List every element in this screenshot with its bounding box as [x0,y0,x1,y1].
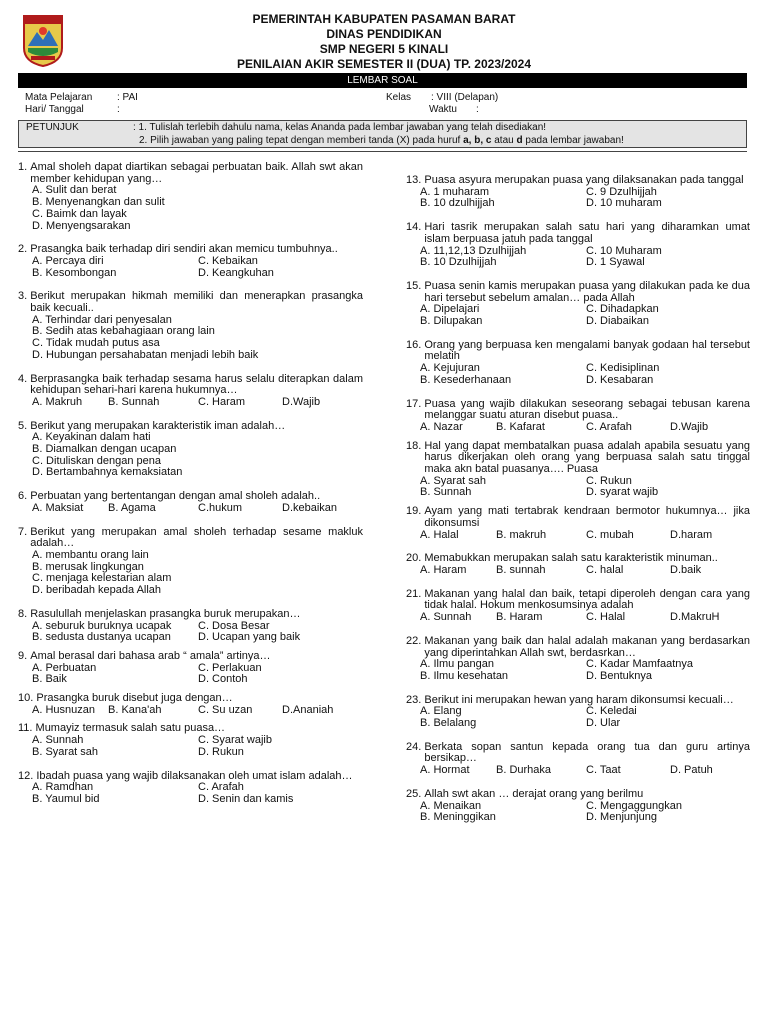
question-text: Berkata sopan santun kepada orang tua dan guru artinya bersikap… [424,740,750,765]
answer-option[interactable]: D. Bertambahnya kemaksiatan [32,466,183,479]
answer-option[interactable]: B. Durhaka [496,764,552,777]
answer-option[interactable]: C. Dihadapkan [586,303,659,316]
answer-options [18,705,363,717]
question-18 [406,441,750,500]
answer-option[interactable]: D. Contoh [198,673,248,686]
question-text: Puasa yang wajib dilakukan seseorang sebagai tebusan karena melanggar suatu aturan disebut puasa.. [424,397,750,422]
answer-option[interactable]: A. 11,12,13 Dzulhijjah [420,244,527,257]
waktu-value: : [476,104,479,115]
answer-options [406,246,750,269]
question-number: 5. [18,419,31,432]
question-text: Mumayiz termasuk salah satu puasa… [35,722,226,735]
answer-option[interactable]: C. Haram [198,395,246,408]
question-text: Prasangka buruk disebut juga dengan… [36,692,233,705]
questions-left-column [18,162,363,806]
answer-option[interactable]: D. Patuh [670,764,713,777]
answer-options [406,304,750,327]
question-21 [406,589,750,624]
question-number: 13. [406,174,425,186]
answer-option[interactable]: A. Makruh [32,395,83,408]
answer-options [406,530,750,542]
exam-header [150,12,618,72]
answer-option[interactable]: C. Dituliskan dengan pena [32,454,162,467]
answer-option[interactable]: D.Wajib [670,420,709,433]
answer-option[interactable]: C. Rukun [586,474,632,487]
question-16 [406,340,750,387]
answer-option[interactable]: A. Ilmu pangan [420,658,494,671]
answer-option[interactable]: C. Arafah [586,420,632,433]
question-text: Ayam yang mati tertabrak kendraan bermotor hukumnya… jika dikonsumsi [424,505,750,529]
question-text: Puasa asyura merupakan puasa yang dilaksanakan pada tanggal [424,174,744,186]
answer-option[interactable]: C. Kebaikan [198,254,258,267]
question-8 [18,609,363,644]
answer-options [18,735,363,758]
answer-option[interactable]: B. Haram [496,611,543,624]
pasaman-barat-logo-icon [22,14,64,68]
header-school: SMP NEGERI 5 KINALI [319,42,449,56]
answer-option[interactable]: B. sedusta dustanya ucapan [32,631,171,644]
question-number: 6. [18,490,31,503]
question-text: Berikut merupakan hikmah memiliki dan menerapkan prasangka baik kecuali.. [30,290,363,315]
answer-option[interactable]: B. Kafarat [496,420,545,433]
question-25 [406,789,750,824]
question-text: Makanan yang baik dan halal adalah makanan yang berdasarkan yang diperintahkan Allah swt, berdasrkan… [424,634,750,659]
answer-option[interactable]: A. Sunnah [32,734,84,747]
answer-option[interactable]: D. Senin dan kamis [198,792,294,805]
mapel-value: : PAI [117,92,138,103]
answer-option[interactable]: C. menjaga kelestarian alam [32,572,172,585]
question-6 [18,491,363,514]
question-number: 23. [406,693,425,706]
answer-option[interactable]: A. Dipelajari [420,303,480,316]
answer-option[interactable]: A. Elang [420,705,462,718]
answer-option[interactable]: C. Perlakuan [198,661,262,674]
answer-option[interactable]: C. Su uzan [198,703,253,716]
answer-option[interactable]: D.Wajib [282,395,321,408]
answer-option[interactable]: B. sunnah [496,563,546,576]
question-number: 1. [18,161,31,173]
answer-option[interactable]: B. 10 dzulhijjah [420,197,495,210]
answer-option[interactable]: C. Dosa Besar [198,619,270,632]
answer-option[interactable]: D. syarat wajib [586,486,659,499]
question-text: Hari tasrik merupakan salah satu hari yang diharamkan umat islam berpuasa jatuh pada tanggal [424,221,750,245]
answer-options [18,397,363,409]
question-23 [406,695,750,730]
answer-options [18,432,363,479]
question-text: Allah swt akan … derajat orang yang berilmu [424,787,644,800]
divider [18,151,747,152]
answer-option[interactable]: C. 9 Dzulhijjah [586,185,657,198]
answer-option[interactable]: D.Ananiah [282,703,334,716]
question-number: 3. [18,290,31,303]
answer-option[interactable]: C. Arafah [198,781,244,794]
answer-options [406,422,750,434]
question-number: 16. [406,338,425,351]
answer-option[interactable]: B. Menyenangkan dan sulit [32,196,165,209]
answer-options [406,476,750,499]
answer-option[interactable]: D. beribadah kepada Allah [32,584,162,597]
question-15 [406,281,750,328]
question-13 [406,175,750,210]
question-22 [406,636,750,683]
answer-option[interactable]: C. Kedisiplinan [586,362,660,375]
answer-option[interactable]: B. Dilupakan [420,315,483,328]
question-number: 7. [18,525,31,538]
question-7 [18,527,363,597]
question-text: Hal yang dapat membatalkan puasa adalah apabila sesuatu yang harus dikerjakan oleh orang yang berpuasa salah satu tinggal maka akn batal puasanya…. Puasa [424,439,750,476]
answer-option[interactable]: A. Haram [420,563,467,576]
lembar-soal-band: LEMBAR SOAL [18,73,747,88]
answer-option[interactable]: B. Kesombongan [32,266,117,279]
answer-option[interactable]: B. Baik [32,673,67,686]
question-3 [18,291,363,361]
question-number: 15. [406,279,425,292]
answer-option[interactable]: A. Husnuzan [32,703,95,716]
answer-options [18,315,363,362]
answer-option[interactable]: D.MakruH [670,611,720,624]
waktu-label: Waktu [429,104,457,115]
answer-option[interactable]: C. Syarat wajib [198,734,272,747]
answer-option[interactable]: D.haram [670,528,713,541]
answer-option[interactable]: B. Yaumul bid [32,792,100,805]
answer-option[interactable]: C. Keledai [586,705,637,718]
question-4 [18,374,363,409]
question-number: 21. [406,587,425,600]
question-number: 14. [406,221,425,234]
header-department: DINAS PENDIDIKAN [326,27,442,41]
answer-options [406,706,750,729]
question-number: 17. [406,397,425,410]
question-number: 12. [18,769,37,782]
answer-option[interactable]: B. 10 Dzulhijjah [420,256,497,269]
answer-option[interactable]: A. membantu orang lain [32,548,149,561]
hari-label: Hari/ Tanggal [25,104,84,115]
question-2 [18,244,363,279]
kelas-value: : VIII (Delapan) [431,92,499,103]
question-text: Amal berasal dari bahasa arab “ amala” artinya… [30,649,271,662]
question-text: Orang yang berpuasa ken mengalami banyak godaan hal tersebut melatih [424,338,750,363]
answer-option[interactable]: A. 1 muharam [420,185,490,198]
answer-option[interactable]: A. Nazar [420,420,463,433]
answer-option[interactable]: D. 1 Syawal [586,256,645,269]
answer-option[interactable]: C. mubah [586,528,634,541]
question-20 [406,553,750,576]
question-number: 9. [18,649,31,662]
answer-options [18,621,363,644]
answer-option[interactable]: A. Kejujuran [420,362,480,375]
instructions-box [18,120,747,148]
question-text: Makanan yang halal dan baik, tetapi diperoleh dengan cara yang tidak halal. Hokum menkosumsinya adalah [424,587,750,612]
answer-option[interactable]: B. Agama [108,501,156,514]
answer-option[interactable]: B. Kana'ah [108,703,162,716]
answer-options [406,659,750,682]
answer-option[interactable]: C. halal [586,563,624,576]
question-5 [18,421,363,480]
answer-option[interactable]: D. 10 muharam [586,197,662,210]
answer-option[interactable]: D. Ucapan yang baik [198,631,301,644]
question-text: Ibadah puasa yang wajib dilaksanakan oleh umat islam adalah… [36,769,353,782]
answer-option[interactable]: C. Baimk dan layak [32,207,127,220]
answer-option[interactable]: A. seburuk buruknya ucapak [32,619,172,632]
kelas-label: Kelas [386,92,412,103]
answer-options [406,765,750,777]
answer-option[interactable]: A. Halal [420,528,459,541]
answer-options [406,565,750,577]
answer-option[interactable]: D. Ular [586,717,621,730]
question-number: 2. [18,243,31,256]
question-number: 18. [406,439,425,452]
mapel-label: Mata Pelajaran [25,92,93,103]
answer-option[interactable]: B. Meninggikan [420,811,496,824]
answer-option[interactable]: D. Menjunjung [586,811,657,824]
answer-option[interactable]: C. Taat [586,764,621,777]
instructions-label: PETUNJUK [26,122,79,133]
answer-options [18,782,363,805]
answer-option[interactable]: D.baik [670,563,702,576]
answer-option[interactable]: C. Tidak mudah putus asa [32,337,160,350]
answer-option[interactable]: B. Syarat sah [32,745,99,758]
answer-option[interactable]: D. Menyengsarakan [32,219,131,232]
answer-option[interactable]: A. Percaya diri [32,254,104,267]
question-text: Berikut yang merupakan amal sholeh terhadap sesame makluk adalah… [30,525,363,550]
answer-option[interactable]: A. Terhindar dari penyesalan [32,313,172,326]
answer-option[interactable]: A. Sulit dan berat [32,184,117,197]
answer-option[interactable]: B. Belalang [420,717,477,730]
answer-option[interactable]: C. 10 Muharam [586,244,662,257]
answer-option[interactable]: B. Sedih atas kebahagiaan orang lain [32,325,215,338]
answer-option[interactable]: C. Kadar Mamfaatnya [586,658,693,671]
answer-option[interactable]: A. Sunnah [420,611,472,624]
answer-option[interactable]: C. Halal [586,611,626,624]
hari-value: : [117,104,120,115]
answer-option[interactable]: D. Diabaikan [586,315,649,328]
answer-option[interactable]: D. Keangkuhan [198,266,274,279]
question-text: Rasulullah menjelaskan prasangka buruk merupakan… [30,607,301,620]
question-text: Berikut ini merupakan hewan yang haram dikonsumsi kecuali… [424,693,734,706]
answer-options [18,663,363,686]
answer-option[interactable]: A. Keyakinan dalam hati [32,431,151,444]
answer-option[interactable]: D. Bentuknya [586,669,653,682]
answer-options [406,801,750,824]
question-10 [18,693,363,716]
question-24 [406,742,750,777]
instruction-1: : 1. Tulislah terlebih dahulu nama, kelas Ananda pada lembar jawaban yang telah disediakan! [133,122,547,133]
answer-options [406,363,750,386]
question-text: Berprasangka baik terhadap sesama harus selalu diterapkan dalam kehidupan sehari-hari karena hukumnya… [30,372,363,397]
answer-options [18,185,363,232]
question-text: Berikut yang merupakan karakteristik iman adalah… [30,419,286,432]
question-9 [18,651,363,686]
answer-option[interactable]: A. Menaikan [420,799,482,812]
instruction-2: 2. Pilih jawaban yang paling tepat dengan memberi tanda (X) pada huruf a, b, c atau d pada lembar jawaban! [139,135,624,146]
question-number: 10. [18,692,37,705]
answer-option[interactable]: D. Rukun [198,745,244,758]
answer-options [406,187,750,210]
answer-option[interactable]: B. Diamalkan dengan ucapan [32,443,177,456]
question-number: 4. [18,372,31,385]
question-number: 11. [18,722,36,735]
questions-right-column [406,175,750,824]
answer-options [406,612,750,624]
answer-option[interactable]: B. Sunnah [108,395,160,408]
answer-option[interactable]: D. Hubungan persahabatan menjadi lebih baik [32,348,259,361]
answer-options [18,256,363,279]
question-text: Puasa senin kamis merupakan puasa yang dilakukan pada ke dua hari tersebut sebelum amalan… pada Allah [424,279,750,304]
answer-option[interactable]: B. Kesederhanaan [420,373,512,386]
question-number: 20. [406,552,425,565]
answer-option[interactable]: A. Perbuatan [32,661,97,674]
question-text: Perbuatan yang bertentangan dengan amal sholeh adalah.. [30,490,321,503]
question-text: Amal sholeh dapat diartikan sebagai perbuatan baik. Allah swt akan member kehidupan yang… [30,161,363,185]
header-exam-title: PENILAIAN AKIR SEMESTER II (DUA) TP. 2023/2024 [236,57,532,71]
question-text: Memabukkan merupakan salah satu karakteristik minuman.. [424,552,718,565]
question-12 [18,771,363,806]
question-text: Prasangka baik terhadap diri sendiri akan memicu tumbuhnya.. [30,243,338,256]
question-number: 8. [18,607,31,620]
question-14 [406,222,750,269]
answer-options [18,503,363,515]
question-number: 25. [406,787,425,800]
question-17 [406,399,750,434]
answer-option[interactable]: B. makruh [496,528,547,541]
answer-option[interactable]: A. Maksiat [32,501,84,514]
answer-option[interactable]: D.kebaikan [282,501,338,514]
answer-option[interactable]: B. merusak lingkungan [32,560,144,573]
answer-option[interactable]: D. Kesabaran [586,373,654,386]
answer-option[interactable]: B. Ilmu kesehatan [420,669,509,682]
answer-option[interactable]: A. Syarat sah [420,474,487,487]
question-19 [406,506,750,541]
header-government: PEMERINTAH KABUPATEN PASAMAN BARAT [252,12,516,26]
question-number: 24. [406,740,425,753]
answer-options [18,550,363,597]
question-number: 19. [406,505,425,518]
answer-option[interactable]: C.hukum [198,501,243,514]
answer-option[interactable]: C. Mengaggungkan [586,799,683,812]
question-11 [18,723,363,758]
answer-option[interactable]: A. Ramdhan [32,781,94,794]
question-number: 22. [406,634,425,647]
answer-option[interactable]: A. Hormat [420,764,470,777]
answer-option[interactable]: B. Sunnah [420,486,472,499]
question-1 [18,162,363,232]
